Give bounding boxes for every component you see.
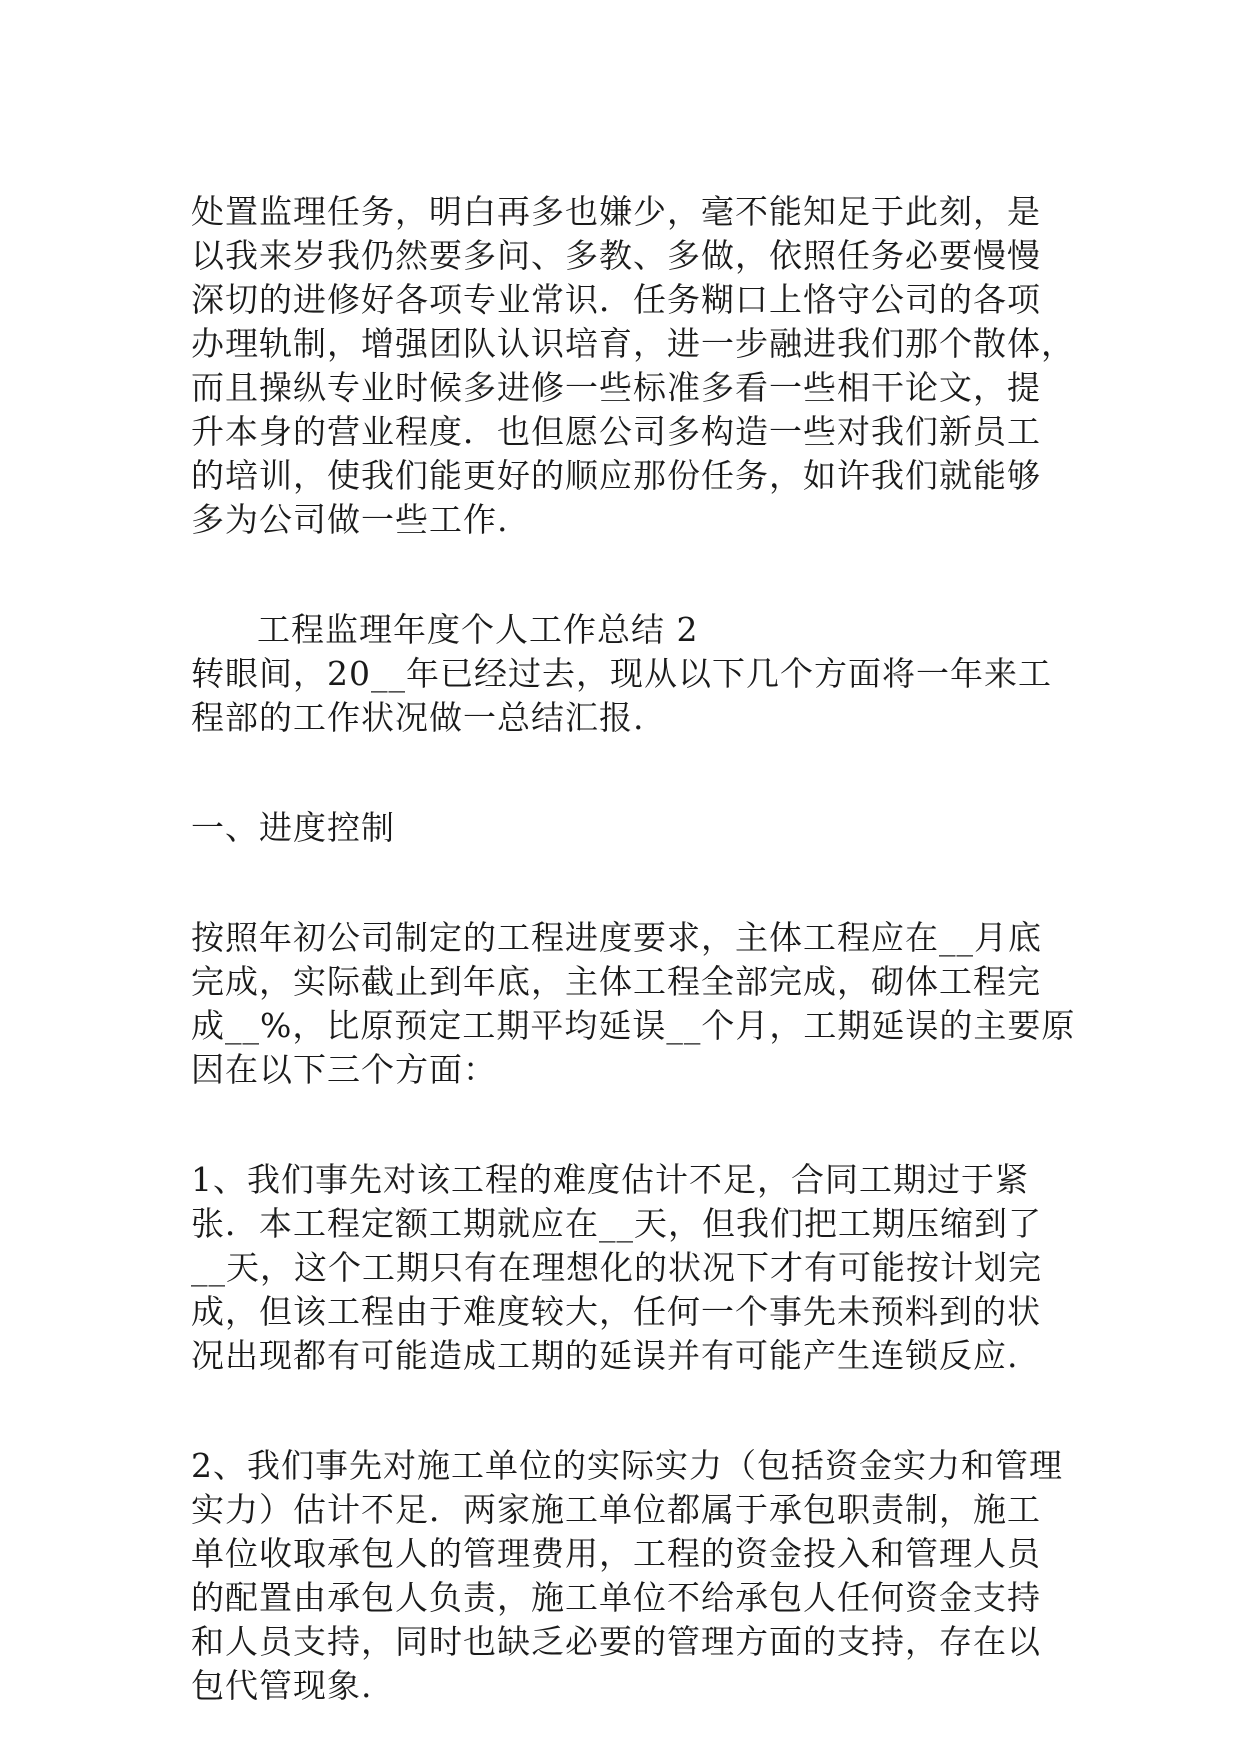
text-line: 完成，实际截止到年底，主体工程全部完成，砌体工程完 <box>191 962 1041 1001</box>
spacer <box>191 1136 1071 1158</box>
text-line: 实力）估计不足．两家施工单位都属于承包职责制，施工 <box>191 1490 1041 1529</box>
paragraph-2 <box>191 916 1076 1092</box>
text-line: 转眼间，20__年已经过去，现从以下几个方面将一年来工 <box>191 654 1052 693</box>
document-body <box>191 190 1076 1708</box>
text-line: 因在以下三个方面： <box>191 1050 497 1089</box>
text-line: 办理轨制，增强团队认识培育，进一步融进我们那个散体， <box>191 324 1075 363</box>
spacer <box>191 894 1071 916</box>
paragraph-1 <box>191 190 1075 542</box>
spacer <box>191 1422 1071 1444</box>
text-line: __天，这个工期只有在理想化的状况下才有可能按计划完 <box>191 1248 1042 1287</box>
text-line: 深切的进修好各项专业常识．任务糊口上恪守公司的各项 <box>191 280 1041 319</box>
text-line: 包代管现象. <box>191 1666 373 1705</box>
section-title: 工程监理年度个人工作总结 2 <box>257 610 699 649</box>
list-item-1 <box>191 1158 1071 1378</box>
spacer <box>191 542 1071 586</box>
text-line: 1、我们事先对该工程的难度估计不足，合同工期过于紧 <box>191 1160 1029 1199</box>
intro-paragraph <box>191 652 1071 740</box>
text-line: 成，但该工程由于难度较大，任何一个事先未预料到的状 <box>191 1292 1041 1331</box>
spacer <box>191 850 1071 894</box>
spacer <box>191 784 1071 806</box>
text-line: 的配置由承包人负责，施工单位不给承包人任何资金支持 <box>191 1578 1041 1617</box>
text-line: 而且操纵专业时候多进修一些标准多看一些相干论文，提 <box>191 368 1041 407</box>
heading-progress-control: 一、进度控制 <box>191 808 395 847</box>
text-line: 处置监理任务，明白再多也嫌少，毫不能知足于此刻，是 <box>191 192 1041 231</box>
text-line: 的培训，使我们能更好的顺应那份任务，如许我们就能够 <box>191 456 1041 495</box>
spacer <box>191 1378 1071 1422</box>
list-item-2 <box>191 1444 1071 1708</box>
spacer <box>191 740 1071 784</box>
text-line: 2、我们事先对施工单位的实际实力（包括资金实力和管理 <box>191 1446 1063 1485</box>
text-line: 程部的工作状况做一总结汇报. <box>191 698 645 737</box>
text-line: 以我来岁我仍然要多问、多教、多做，依照任务必要慢慢 <box>191 236 1041 275</box>
text-line: 升本身的营业程度．也但愿公司多构造一些对我们新员工 <box>191 412 1041 451</box>
text-line: 成__%，比原预定工期平均延误__个月，工期延误的主要原 <box>191 1006 1076 1045</box>
text-line: 按照年初公司制定的工程进度要求，主体工程应在__月底 <box>191 918 1042 957</box>
text-line: 单位收取承包人的管理费用，工程的资金投入和管理人员 <box>191 1534 1041 1573</box>
spacer <box>191 1092 1071 1136</box>
text-line: 况出现都有可能造成工期的延误并有可能产生连锁反应. <box>191 1336 1019 1375</box>
text-line: 多为公司做一些工作. <box>191 500 509 539</box>
text-line: 和人员支持，同时也缺乏必要的管理方面的支持，存在以 <box>191 1622 1041 1661</box>
text-line: 张．本工程定额工期就应在__天，但我们把工期压缩到了 <box>191 1204 1042 1243</box>
spacer <box>191 586 1071 608</box>
